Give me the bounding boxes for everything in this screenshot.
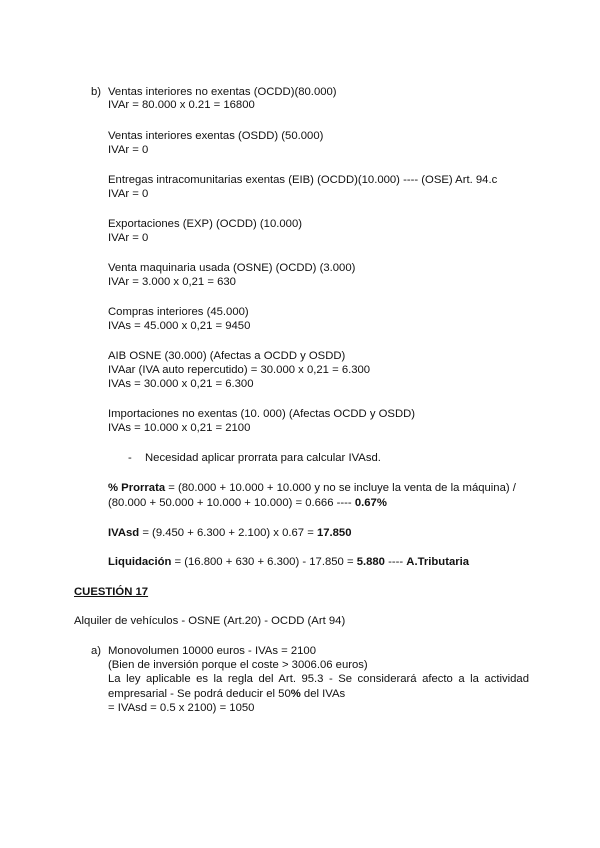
ivasd-label: IVAsd	[108, 527, 140, 539]
deduccion-post: del IVAs	[300, 688, 346, 700]
liquidacion-sep: ----	[384, 556, 407, 568]
entregas-iva: IVAr = 0	[108, 188, 149, 200]
venta-maquinaria: Venta maquinaria usada (OSNE) (OCDD) (3.000)	[108, 262, 356, 274]
aib-ivas: IVAs = 30.000 x 0,21 = 6.300	[108, 378, 254, 390]
prorrata-line-2	[108, 497, 387, 510]
bien-inversion-line: (Bien de inversión porque el coste > 3006.06 euros)	[108, 659, 368, 671]
prorrata-line-1	[108, 482, 516, 495]
list-marker-b: b)	[91, 86, 102, 98]
list-marker-a: a)	[91, 645, 102, 657]
venta-maquinaria-iva: IVAr = 3.000 x 0,21 = 630	[108, 276, 236, 288]
exportaciones: Exportaciones (EXP) (OCDD) (10.000)	[108, 218, 302, 230]
ventas-exentas: Ventas interiores exentas (OSDD) (50.000)	[108, 130, 324, 142]
compras-interiores-iva: IVAs = 45.000 x 0,21 = 9450	[108, 320, 251, 332]
importaciones: Importaciones no exentas (10. 000) (Afectas OCDD y OSDD)	[108, 408, 416, 420]
prorrata-expr-2: (80.000 + 50.000 + 10.000 + 10.000) = 0.666 ----	[108, 497, 355, 509]
liquidacion-label: Liquidación	[108, 556, 172, 568]
prorrata-result: 0.67%	[354, 497, 387, 509]
ivasd-expr: = (9.450 + 6.300 + 2.100) x 0.67 =	[139, 527, 317, 539]
deduccion-line	[108, 688, 345, 701]
importaciones-iva: IVAs = 10.000 x 0,21 = 2100	[108, 422, 251, 434]
prorrata-label: % Prorrata	[108, 482, 166, 494]
ventas-no-exentas: Ventas interiores no exentas (OCDD)(80.000)	[108, 86, 337, 98]
bullet-prorrata-note: Necesidad aplicar prorrata para calcular IVAsd.	[145, 452, 381, 464]
ventas-no-exentas-iva: IVAr = 80.000 x 0.21 = 16800	[108, 99, 255, 111]
liquidacion-expr: = (16.800 + 630 + 6.300) - 17.850 =	[171, 556, 357, 568]
bullet-dash: -	[128, 452, 132, 464]
ventas-exentas-iva: IVAr = 0	[108, 144, 149, 156]
cuestion-17-heading: CUESTIÓN 17	[74, 586, 149, 598]
exportaciones-iva: IVAr = 0	[108, 232, 149, 244]
liquidacion-entity: A.Tributaria	[406, 556, 470, 568]
entregas-intracomunitarias: Entregas intracomunitarias exentas (EIB) (OCDD)(10.000) ---- (OSE) Art. 94.c	[108, 174, 498, 186]
deduccion-pre: empresarial - Se podrá deducir el 50	[108, 688, 291, 700]
deduccion-pct: %	[290, 688, 301, 700]
compras-interiores: Compras interiores (45.000)	[108, 306, 249, 318]
liquidacion-line	[108, 556, 469, 569]
cuestion-17-intro: Alquiler de vehículos - OSNE (Art.20) - OCDD (Art 94)	[74, 615, 346, 627]
aib-ivaar: IVAar (IVA auto repercutido) = 30.000 x 0,21 = 6.300	[108, 364, 371, 376]
monovolumen-line: Monovolumen 10000 euros - IVAs = 2100	[108, 645, 316, 657]
ivasd-result-line: = IVAsd = 0.5 x 2100) = 1050	[108, 702, 255, 714]
aib-osne: AIB OSNE (30.000) (Afectas a OCDD y OSDD)	[108, 350, 346, 362]
liquidacion-result: 5.880	[356, 556, 385, 568]
prorrata-expr-1: = (80.000 + 10.000 + 10.000 y no se incluye la venta de la máquina) /	[165, 482, 516, 494]
ley-aplicable-line: La ley aplicable es la regla del Art. 95.3 - Se considerará afecto a la actividad	[108, 673, 529, 685]
ivasd-line	[108, 527, 352, 540]
ivasd-result: 17.850	[316, 527, 352, 539]
